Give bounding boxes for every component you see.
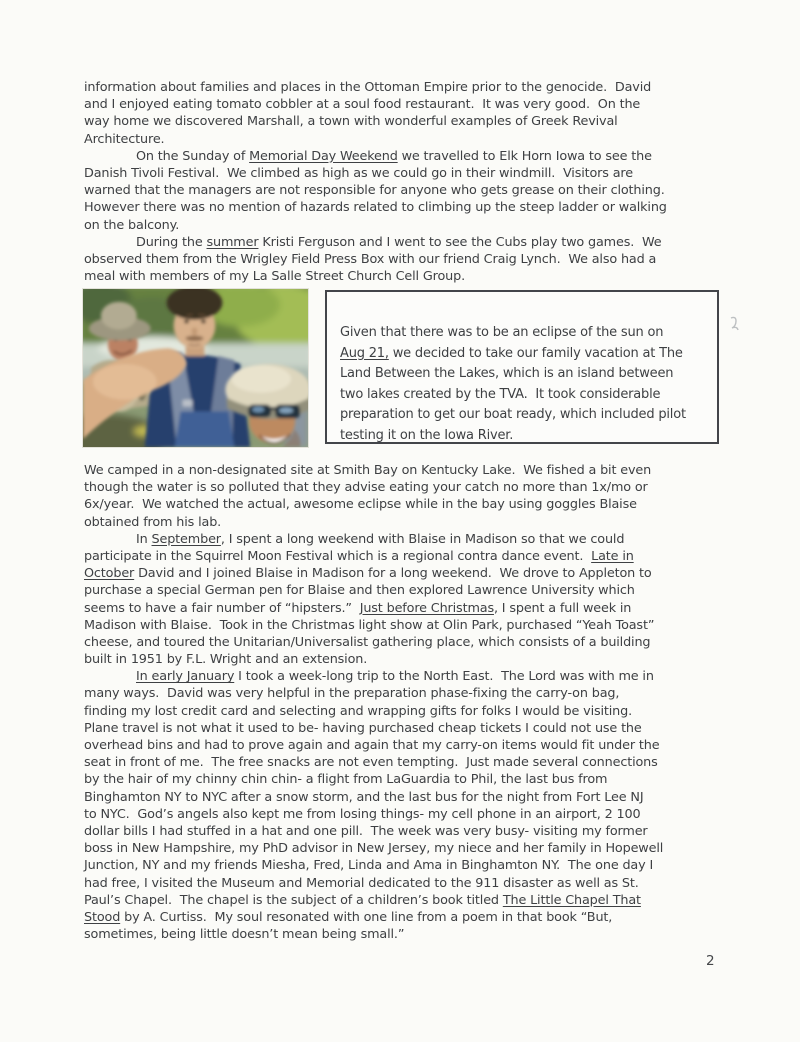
underlined-text: Stood bbox=[84, 909, 121, 925]
text-segment: warned that the managers are not responsible for anyone who gets grease on their clothing. bbox=[84, 183, 665, 199]
text-line bbox=[84, 531, 736, 548]
text-segment: many ways. David was very helpful in the preparation phase-fixing the carry-on bag, bbox=[84, 686, 620, 702]
text-line bbox=[84, 514, 736, 531]
underlined-text: Aug 21, bbox=[340, 345, 389, 361]
callout-box bbox=[325, 290, 719, 444]
underlined-text: summer bbox=[206, 234, 259, 250]
photo-selfie-illustration bbox=[83, 289, 308, 447]
underlined-text: Late in bbox=[591, 548, 634, 564]
text-segment: However there was no mention of hazards related to climbing up the steep ladder or walking bbox=[84, 200, 667, 216]
text-line bbox=[340, 405, 713, 426]
paragraph bbox=[84, 79, 736, 148]
text-segment: way home we discovered Marshall, a town with wonderful examples of Greek Revival bbox=[84, 114, 618, 130]
text-segment: by the hair of my chinny chin chin- a flight from LaGuardia to Phil, the last bus from bbox=[84, 772, 608, 788]
underlined-text: Memorial Day Weekend bbox=[249, 148, 398, 164]
text-line bbox=[84, 199, 736, 216]
text-segment: finding my lost credit card and selecting and wrapping gifts for folks I would be visiting. bbox=[84, 703, 633, 719]
paragraph bbox=[84, 668, 736, 943]
text-segment: purchase a special German pen for Blaise and then explored Lawrence University which bbox=[84, 583, 635, 599]
body-text-upper bbox=[84, 79, 736, 285]
paragraph bbox=[84, 234, 736, 286]
text-segment: , I spent a full week in bbox=[493, 600, 632, 616]
text-line bbox=[84, 148, 736, 165]
text-line bbox=[340, 344, 713, 365]
text-line bbox=[84, 600, 736, 617]
text-segment: I took a week-long trip to the North East. The Lord was with me in bbox=[234, 669, 654, 685]
text-segment: On the Sunday of bbox=[136, 148, 250, 164]
text-segment: observed them from the Wrigley Field Press Box with our friend Craig Lynch. We also had a bbox=[84, 251, 657, 267]
text-segment: We camped in a non-designated site at Smith Bay on Kentucky Lake. We fished a bit even bbox=[84, 463, 652, 478]
text-segment: In bbox=[136, 531, 152, 547]
text-segment: had free, I visited the Museum and Memorial dedicated to the 911 disaster as well as St. bbox=[84, 875, 639, 891]
text-line bbox=[84, 131, 736, 148]
text-line bbox=[84, 496, 736, 513]
text-segment: sometimes, being little doesn’t mean being small.” bbox=[84, 927, 405, 943]
text-segment: Kristi Ferguson and I went to see the Cubs play two games. We bbox=[258, 234, 662, 250]
text-line bbox=[340, 323, 713, 344]
text-line bbox=[84, 823, 736, 840]
text-line bbox=[84, 234, 736, 251]
text-line bbox=[84, 479, 736, 496]
text-line bbox=[84, 685, 736, 702]
text-segment: seat in front of me. The free snacks are not even tempting. Just made several connections bbox=[84, 755, 658, 771]
text-segment: , I spent a long weekend with Blaise in Madison so that we could bbox=[220, 531, 625, 547]
text-segment: Architecture. bbox=[84, 131, 165, 147]
underlined-text: In early January bbox=[136, 669, 235, 685]
text-line bbox=[84, 840, 736, 857]
text-line bbox=[84, 720, 736, 737]
text-segment: built in 1951 by F.L. Wright and an extension. bbox=[84, 652, 368, 668]
text-segment: by A. Curtiss. My soul resonated with one line from a poem in that book “But, bbox=[120, 909, 613, 925]
text-segment: cheese, and toured the Unitarian/Universalist gathering place, which consists of a building bbox=[84, 634, 651, 650]
text-segment: 6x/year. We watched the actual, awesome eclipse while in the bay using goggles Blaise bbox=[84, 497, 637, 513]
underlined-text: October bbox=[84, 566, 135, 582]
text-line bbox=[84, 789, 736, 806]
text-line bbox=[84, 165, 736, 182]
text-line bbox=[84, 251, 736, 268]
text-segment: two lakes created by the TVA. It took considerable bbox=[340, 386, 661, 402]
underlined-text: September bbox=[151, 531, 221, 547]
body-text-lower bbox=[84, 462, 736, 943]
text-segment: Danish Tivoli Festival. We climbed as high as we could go in their windmill. Visitors are bbox=[84, 165, 633, 181]
text-segment: Given that there was to be an eclipse of the sun on bbox=[340, 325, 664, 340]
text-line bbox=[84, 548, 736, 565]
text-line bbox=[84, 268, 736, 285]
callout-text bbox=[340, 323, 713, 447]
text-segment: Binghamton NY to NYC after a snow storm, and the last bus for the night from Fort Lee NJ bbox=[84, 789, 644, 805]
text-line bbox=[84, 79, 736, 96]
text-line bbox=[84, 634, 736, 651]
text-segment: During the bbox=[136, 234, 207, 250]
text-line bbox=[84, 806, 736, 823]
text-line bbox=[84, 651, 736, 668]
text-segment: Land Between the Lakes, which is an island between bbox=[340, 366, 674, 382]
text-segment: we travelled to Elk Horn Iowa to see the bbox=[397, 148, 652, 164]
text-segment: information about families and places in the Ottoman Empire prior to the genocide. David bbox=[84, 80, 652, 95]
text-line bbox=[84, 462, 736, 479]
paragraph bbox=[84, 148, 736, 234]
text-line bbox=[84, 217, 736, 234]
text-line bbox=[340, 426, 713, 447]
text-line bbox=[84, 703, 736, 720]
text-segment: seems to have a fair number of “hipsters.” bbox=[84, 600, 360, 616]
paragraph bbox=[84, 462, 736, 531]
underlined-text: The Little Chapel That bbox=[502, 892, 641, 908]
text-segment: testing it on the Iowa River. bbox=[340, 427, 514, 443]
text-segment: meal with members of my La Salle Street Church Cell Group. bbox=[84, 269, 465, 285]
text-line bbox=[84, 113, 736, 130]
paragraph bbox=[84, 531, 736, 669]
text-segment: to NYC. God’s angels also kept me from losing things- my cell phone in an airport, 2 100 bbox=[84, 806, 641, 822]
text-line bbox=[84, 892, 736, 909]
text-segment: and I enjoyed eating tomato cobbler at a soul food restaurant. It was very good. On the bbox=[84, 97, 641, 113]
text-line bbox=[84, 875, 736, 892]
text-segment: participate in the Squirrel Moon Festival which is a regional contra dance event. bbox=[84, 548, 592, 564]
text-segment: on the balcony. bbox=[84, 217, 180, 233]
overall-bib bbox=[175, 411, 235, 447]
text-segment: Madison with Blaise. Took in the Christmas light show at Olin Park, purchased “Yeah Toast” bbox=[84, 617, 655, 633]
text-line bbox=[84, 737, 736, 754]
text-line bbox=[340, 385, 713, 406]
text-segment: dollar bills I had stuffed in a hat and one pill. The week was very busy- visiting my former bbox=[84, 823, 648, 839]
text-segment: David and I joined Blaise in Madison for a long weekend. We drove to Appleton to bbox=[134, 566, 652, 582]
paragraph bbox=[340, 323, 713, 447]
text-segment: Plane travel is not what it used to be- having purchased cheap tickets I could not use the bbox=[84, 720, 642, 736]
text-line bbox=[84, 909, 736, 926]
text-line bbox=[340, 364, 713, 385]
text-line bbox=[84, 926, 736, 943]
text-segment: we decided to take our family vacation at The bbox=[388, 345, 683, 361]
text-segment: though the water is so polluted that they advise eating your catch no more than 1x/mo or bbox=[84, 480, 648, 496]
text-line bbox=[84, 668, 736, 685]
photo-selfie bbox=[83, 289, 308, 447]
text-line bbox=[84, 754, 736, 771]
text-segment: obtained from his lab. bbox=[84, 514, 222, 530]
text-segment: Paul’s Chapel. The chapel is the subject of a children’s book titled bbox=[84, 892, 503, 908]
page-number: 2 bbox=[706, 953, 715, 969]
text-line bbox=[84, 582, 736, 599]
text-segment: Junction, NY and my friends Miesha, Fred, Linda and Ama in Binghamton NY. The one day I bbox=[84, 858, 654, 874]
text-segment: overhead bins and had to prove again and again that my carry-on items would fit under the bbox=[84, 738, 660, 753]
text-segment: boss in New Hampshire, my PhD advisor in New Jersey, my niece and her family in Hopewell bbox=[84, 841, 664, 857]
text-line bbox=[84, 771, 736, 788]
text-segment: preparation to get our boat ready, which included pilot bbox=[340, 407, 686, 423]
text-line bbox=[84, 857, 736, 874]
underlined-text: Just before Christmas bbox=[359, 600, 494, 616]
text-line bbox=[84, 182, 736, 199]
scan-artifact-mark bbox=[727, 315, 741, 333]
text-line bbox=[84, 96, 736, 113]
text-line bbox=[84, 617, 736, 634]
text-line bbox=[84, 565, 736, 582]
